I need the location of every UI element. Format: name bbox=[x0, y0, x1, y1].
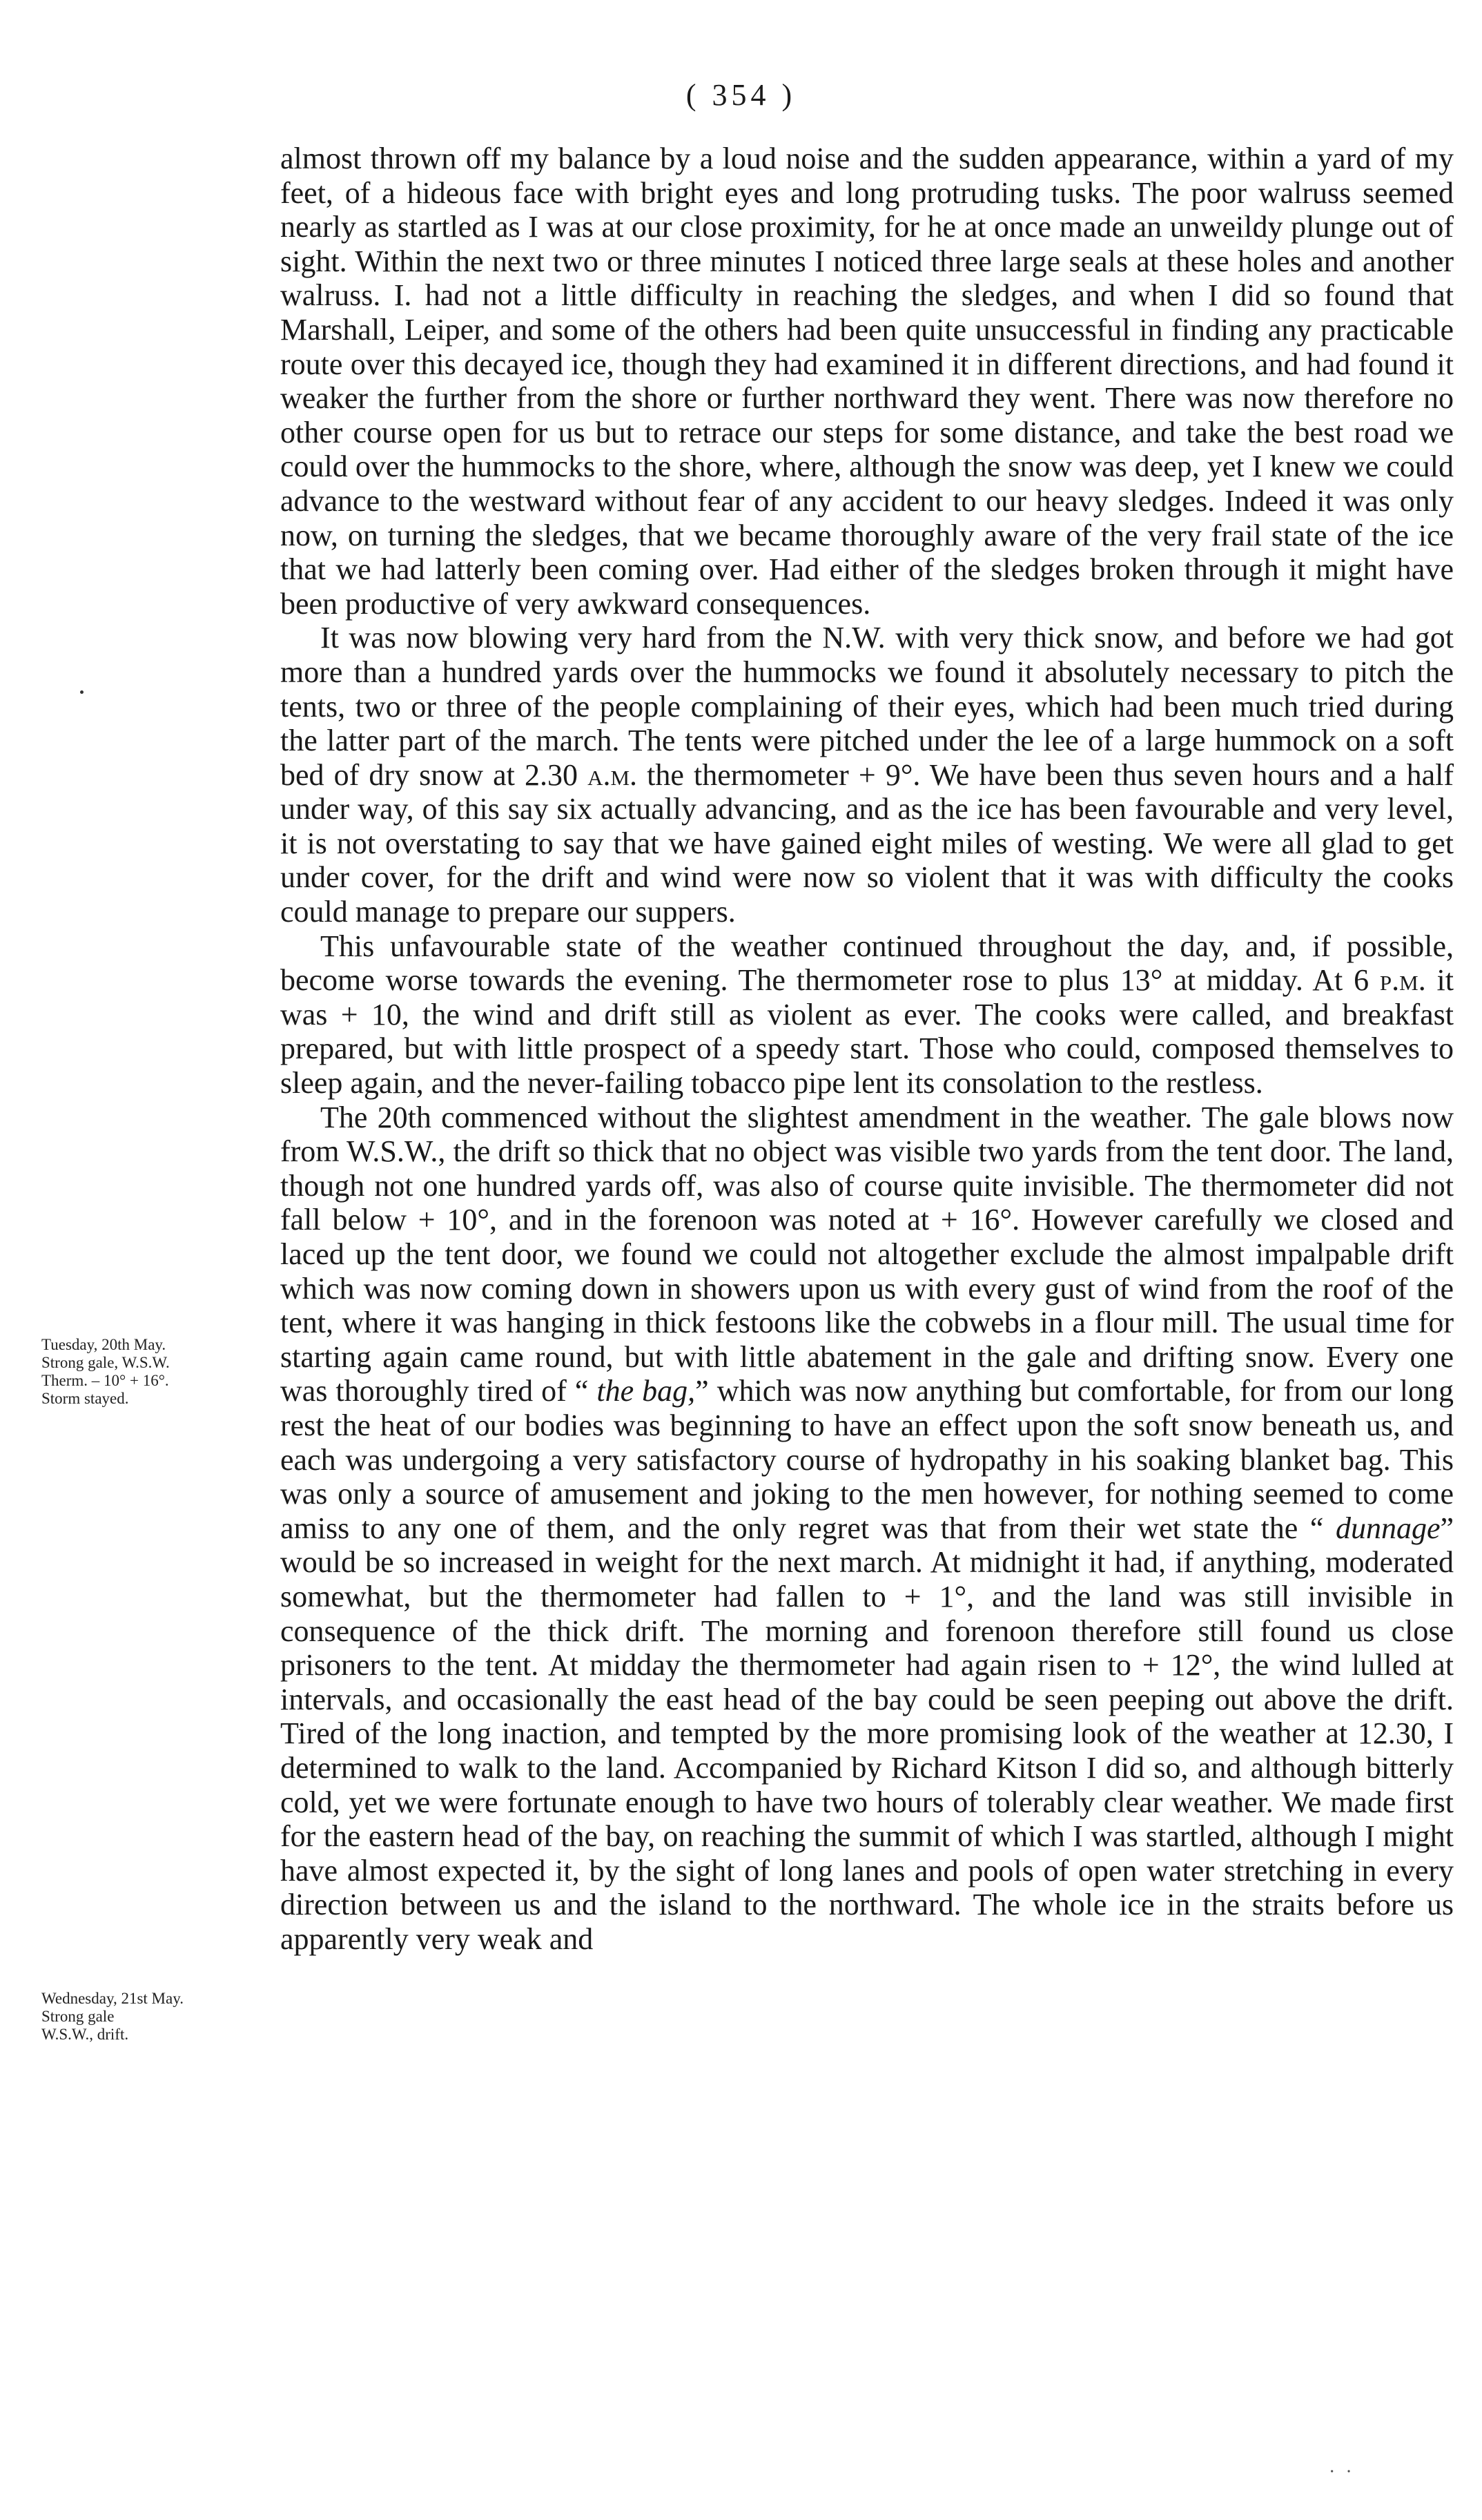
paragraph: almost thrown off my balance by a loud noise and the sudden appearance, within a yard of my feet, of a hideous face with bright eyes and long protruding tusks. The poor walruss seemed nearly as startled as I was at our close proximity, for he at once made an unweildy plunge out of sight. Within the next two or three minutes I noticed three large seals at these holes and another walruss. I. had not a little difficulty in reaching the sledges, and when I did so found that Marshall, Leiper, and some of the others had been quite unsuccessful in finding any practicable route over this decayed ice, though they had examined it in different directions, and had found it weaker the further from the shore or further northward they went. There was now therefore no other course open for us but to retrace our steps for some distance, and take the best road we could over the hummocks to the shore, where, although the snow was deep, yet I knew we could advance to the westward without fear of any accident to our heavy sledges. Indeed it was only now, on turning the sledges, that we became thoroughly aware of the very frail state of the ice that we had latterly been coming over. Had either of the sledges broken through it might have been productive of very awkward consequences. bbox=[280, 142, 1454, 621]
paragraph-text: The 20th commenced without the slightest amendment in the weather. The gale blows now from W.S.W., the drift so thick that no object was visible two yards from the tent door. The land, though not one hundred yards off, was also of course quite invisible. The thermometer did not fall below + 10°, and in the forenoon was noted at + 16°. However carefully we closed and laced up the tent door, we found we could not altogether exclude the almost impalpable drift which was now coming down in showers upon us with every gust of wind from the roof of the tent, where it was hanging in thick festoons like the cobwebs in a flour mill. The usual time for starting again came round, but with little abatement in the gale and drifting snow. Every one was thoroughly tired of “ bbox=[280, 1100, 1454, 1408]
paragraph-text: It was now blowing very hard from the N.W. with very thick snow, and before we had got more than a hundred yards over the hummocks we found it absolutely necessary to pitch the tents, two or three of the people complaining of their eyes, which had been much tried during the latter part of the march. The tents were pitched under the lee of a large hummock on a soft bed of dry snow at 2.30 bbox=[280, 621, 1454, 792]
paragraph bbox=[280, 621, 1454, 929]
page-number: ( 354 ) bbox=[685, 78, 797, 112]
italic-phrase: dunnage bbox=[1335, 1511, 1441, 1545]
paragraph bbox=[280, 929, 1454, 1101]
paragraph-text: ” would be so increased in weight for the next march. At midnight it had, if anything, moderated somewhat, but the thermometer had fallen to + 1°, and the land was still invisible in consequence of the thick drift. The morning and forenoon therefore still found us close prisoners to the tent. At midday the thermometer had again risen to + 12°, the wind lulled at intervals, and occasionally the east head of the bay could be seen peeping out above the drift. Tired of the long inaction, and tempted by the more promising look of the weather at 12.30, I determined to walk to the land. Accompanied by Richard Kitson I did so, and although bitterly cold, yet we were fortunate enough to have two hours of tolerably clear weather. We made first for the eastern head of the bay, on reaching the summit of which I was startled, although I might have almost expected it, by the sight of long lanes and pools of open water stretching in every direction between us and the island to the northward. The whole ice in the straits before us apparently very weak and bbox=[280, 1511, 1454, 1956]
margin-note-line: Strong gale, W.S.W. bbox=[41, 1354, 170, 1371]
paragraph-text: it was + 10, the wind and drift still as violent as ever. The cooks were called, and breakfast prepared, but with little prospect of a speedy start. Those who could, composed themselves to sleep again, and the never-failing tobacco pipe lent its consolation to the restless. bbox=[280, 963, 1454, 1101]
paragraph-text: ” which was now anything but comfortable, for from our long rest the heat of our bodies was beginning to have an effect upon the soft snow beneath us, and each was undergoing a very satisfactory course of hydropathy in his soaking blanket bag. This was only a source of amusement and joking to the men however, for nothing seemed to come amiss to any one of them, and the only regret was that from their wet state the “ bbox=[280, 1374, 1454, 1545]
margin-note-tuesday bbox=[41, 1336, 269, 1408]
margin-note-line: Storm stayed. bbox=[41, 1390, 129, 1407]
margin-note-line: Tuesday, 20th May. bbox=[41, 1336, 166, 1353]
margin-note-line: Therm. – 10° + 16°. bbox=[41, 1372, 169, 1389]
italic-phrase: the bag, bbox=[596, 1374, 696, 1408]
paragraph bbox=[280, 1101, 1454, 1957]
ink-dot bbox=[80, 690, 84, 694]
margin-note-wednesday bbox=[41, 1990, 269, 2044]
time-abbreviation: p.m. bbox=[1379, 963, 1426, 998]
margin-note-line: W.S.W., drift. bbox=[41, 2026, 129, 2043]
paragraph-text: the thermometer + 9°. We have been thus seven hours and a half under way, of this say six actually advancing, and as the ice has been favourable and very level, it is not overstating to say that we have gained eight miles of westing. We were all glad to get under cover, for the drift and wind were now so violent that it was with difficulty the cooks could manage to prepare our suppers. bbox=[280, 757, 1454, 929]
time-abbreviation: a.m. bbox=[587, 757, 638, 792]
paragraph-text: This unfavourable state of the weather continued throughout the day, and, if possible, become worse towards the evening. The thermometer rose to plus 13° at midday. At 6 bbox=[280, 929, 1454, 998]
margin-note-line: Wednesday, 21st May. bbox=[41, 1990, 184, 2007]
footer-mark: · · bbox=[1329, 2461, 1355, 2483]
margin-note-line: Strong gale bbox=[41, 2008, 115, 2025]
body-text bbox=[280, 142, 1454, 1956]
